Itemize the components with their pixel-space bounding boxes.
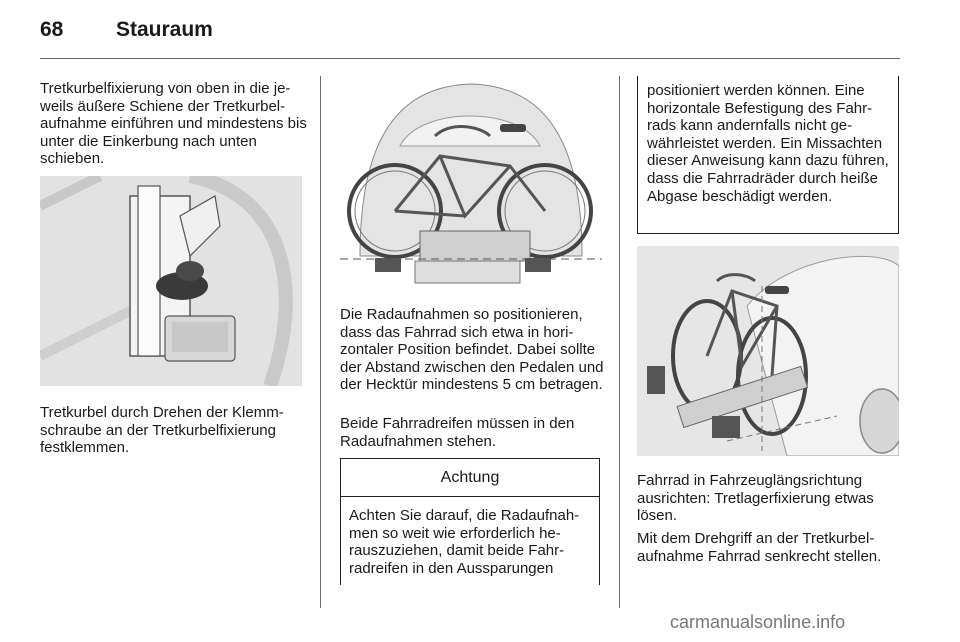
crank-clamp-illustration — [40, 176, 302, 386]
col2-paragraph-1: Die Radaufnahmen so positionieren, dass das Fahrrad sich etwa in horizontaler Position befindet. Dabei sollte der Abstand zwischen den Pedalen und der Hecktür mindestens 5 cm betragen. — [340, 306, 604, 394]
caution-title: Achtung — [341, 459, 599, 497]
caution-text-continued: positioniert werden können. Eine horizontale Befestigung des Fahrrads kann andernfalls nicht gewährleistet werden. Ein Missachten dieser Anweisung kann dazu führen, dass die Fahrradräder durch heiße Abgase beschädigt werden. — [647, 82, 889, 205]
col2-paragraph-2: Beide Fahrradreifen müssen in den Radaufnahmen stehen. — [340, 415, 575, 450]
col3-paragraph-2: Mit dem Drehgriff an der Tretkurbelaufnahme Fahrrad senkrecht stellen. — [637, 530, 882, 565]
col1-paragraph-1: Tretkurbelfixierung von oben in die jeweils äußere Schiene der Tretkurbelaufnahme einführen und mindestens bis unter die Einkerbung nach unten schieben. — [40, 80, 307, 168]
watermark: carmanualsonline.info — [670, 612, 846, 632]
bike-on-carrier-side-illustration — [637, 246, 899, 456]
page-header — [40, 18, 900, 58]
header-divider — [40, 58, 900, 59]
col1-paragraph-2: Tretkurbel durch Drehen der Klemmschraube an der Tretkurbelfixierung festklemmen. — [40, 404, 284, 457]
bike-on-carrier-rear-illustration — [340, 76, 602, 288]
caution-text: Achten Sie darauf, die Radaufnahmen so weit wie erforderlich herauszuziehen, damit beide Fahrradreifen in den Aussparungen — [349, 507, 580, 577]
caution-box-continued — [637, 76, 899, 234]
col3-paragraph-1: Fahrrad in Fahrzeuglängsrichtung ausrichten: Tretlagerfixierung etwas lösen. — [637, 472, 874, 525]
caution-box — [340, 458, 600, 585]
column-divider-1 — [320, 76, 321, 608]
page-number: 68 — [40, 18, 64, 41]
section-title: Stauraum — [116, 18, 213, 41]
column-divider-2 — [619, 76, 620, 608]
